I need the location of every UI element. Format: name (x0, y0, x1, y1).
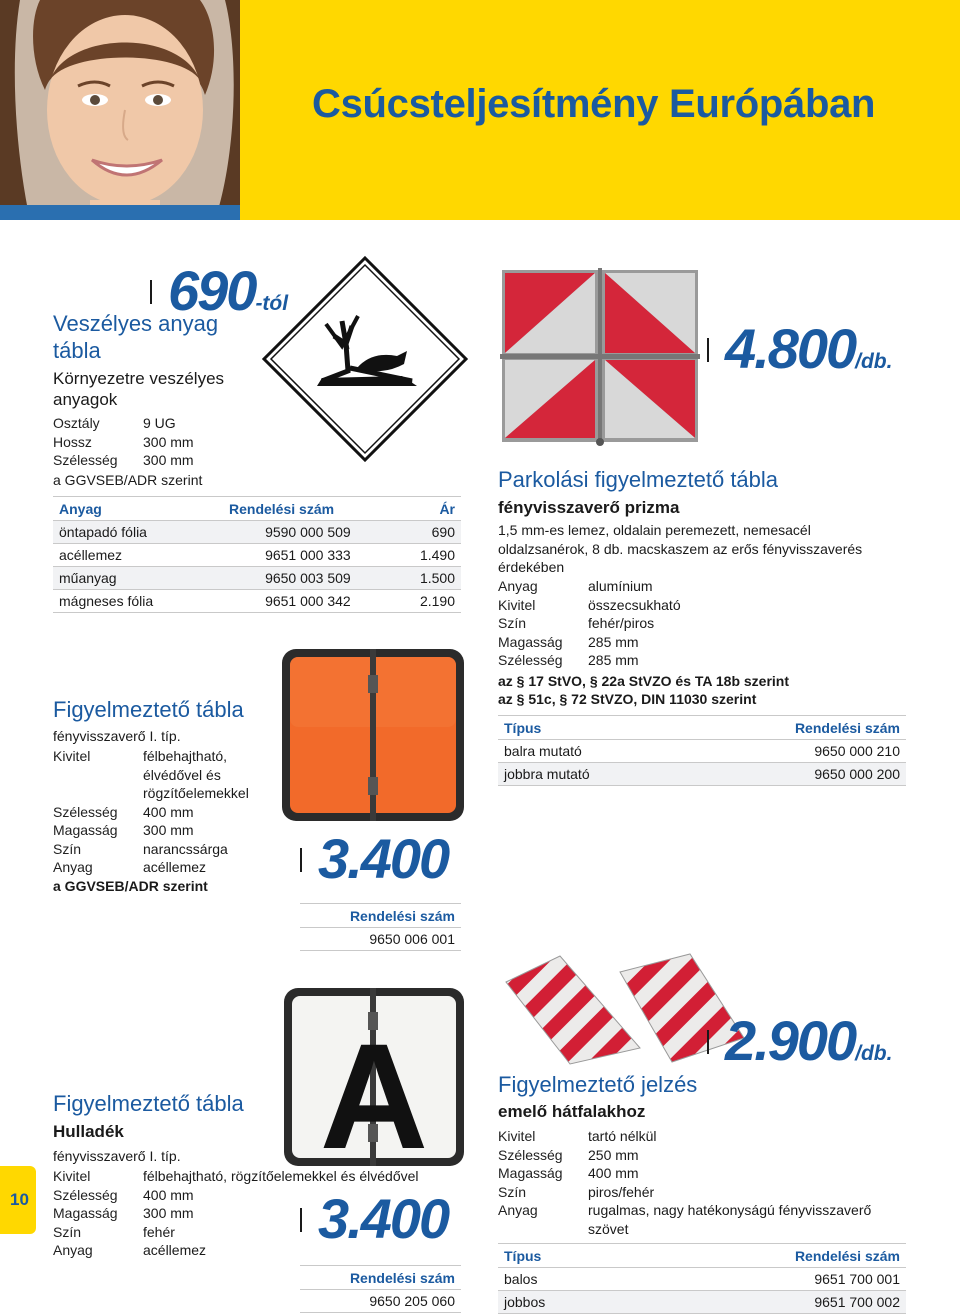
parking-board-specs: Anyag alumínium Kivitel összecsukható Szín fehér/piros Magasság 285 mm Szélesség 285 mm (498, 578, 681, 668)
hazard-sign-title: Veszélyes anyag tábla (53, 311, 219, 363)
waste-board-specs: Kivitel félbehajtható, rögzítőelemekkel és élvédővel Szélesség 400 mm Magasság 300 mm Szín fehér Anyag acéllemez (53, 1168, 419, 1258)
waste-warning-board-image (282, 986, 466, 1168)
price-3400-orange: 3.400 (300, 826, 448, 891)
waste-board-type: fényvisszaverő I. típ. (53, 1148, 181, 1164)
sign-letter: A (319, 1012, 429, 1168)
environmental-hazard-sign (262, 256, 468, 462)
parking-board-rule-2: az § 51c, § 72 StVZO, DIN 11030 szerint (498, 691, 757, 707)
table-header-row: Anyag Rendelési szám Ár (53, 497, 461, 521)
page-number-tab (0, 1166, 36, 1234)
table-row: balra mutató 9650 000 210 (498, 740, 906, 763)
orange-board-type: fényvisszaverő I. típ. (53, 728, 181, 744)
price-3400-waste: 3.400 (300, 1186, 448, 1251)
page-number: 10 (10, 1190, 29, 1209)
hazard-sign-subtitle: Környezetre veszélyes anyagok (53, 369, 225, 409)
parking-board-description: 1,5 mm-es lemez, oldalain peremezett, nemesacél oldalzsanérok, 8 db. macskaszem az erős fényvisszaverés érdekében (498, 522, 863, 575)
table-row: jobbos 9651 700 002 (498, 1291, 906, 1314)
parking-board-title: Parkolási figyelmeztető tábla (498, 467, 779, 492)
hazard-sign-standard: a GGVSEB/ADR szerint (53, 472, 203, 488)
tailgate-sign-subtitle: emelő hátfalakhoz (498, 1102, 646, 1121)
woman-photo (0, 0, 240, 220)
price-4800: 4.800/db. (707, 316, 892, 381)
orange-warning-board-image (280, 645, 466, 825)
page-headline: Csúcsteljesítmény Európában (312, 82, 876, 126)
parking-board-table: Típus Rendelési szám balra mutató 9650 000 210 jobbra mutató 9650 000 200 (498, 715, 906, 786)
price-2900: 2.900/db. (707, 1008, 892, 1073)
parking-board-subtitle: fényvisszaverő prizma (498, 498, 680, 517)
orange-board-title: Figyelmeztető tábla (53, 697, 244, 722)
orange-board-standard: a GGVSEB/ADR szerint (53, 878, 208, 894)
table-row: balos 9651 700 001 (498, 1268, 906, 1291)
waste-board-subtitle: Hulladék (53, 1122, 124, 1141)
hazard-sign-table (53, 496, 461, 613)
table-row: jobbra mutató 9650 000 200 (498, 763, 906, 786)
orange-board-specs: Kivitel félbehajtható, élvédővel és rögzítőelemekkel Szélesség 400 mm Magasság 300 mm Szín narancssárga Anyag acéllemez (53, 748, 249, 875)
table-row: öntapadó fólia 9590 000 509 690 (53, 521, 461, 544)
table-row: acéllemez 9651 000 333 1.490 (53, 544, 461, 567)
parking-warning-board-image (500, 268, 700, 448)
waste-board-title: Figyelmeztető tábla (53, 1091, 244, 1116)
table-row: mágneses fólia 9651 000 342 2.190 (53, 590, 461, 613)
table-row: műanyag 9650 003 509 1.500 (53, 567, 461, 590)
waste-board-order-table: Rendelési szám 9650 205 060 (300, 1265, 461, 1313)
tailgate-sign-table: Típus Rendelési szám balos 9651 700 001 jobbos 9651 700 002 (498, 1243, 906, 1314)
tailgate-sign-specs: Kivitel tartó nélkül Szélesség 250 mm Magasság 400 mm Szín piros/fehér Anyag rugalmas, nagy hatékonyságú fényvisszaverő szövet (498, 1128, 872, 1237)
hazard-sign-specs: Osztály 9 UG Hossz 300 mm Szélesség 300 mm (53, 415, 194, 468)
price-690: 690-tól (150, 258, 288, 323)
orange-board-order-table: Rendelési szám 9650 006 001 (300, 903, 461, 951)
parking-board-rule-1: az § 17 StVO, § 22a StVZO és TA 18b szerint (498, 673, 790, 689)
tailgate-sign-title: Figyelmeztető jelzés (498, 1072, 698, 1097)
